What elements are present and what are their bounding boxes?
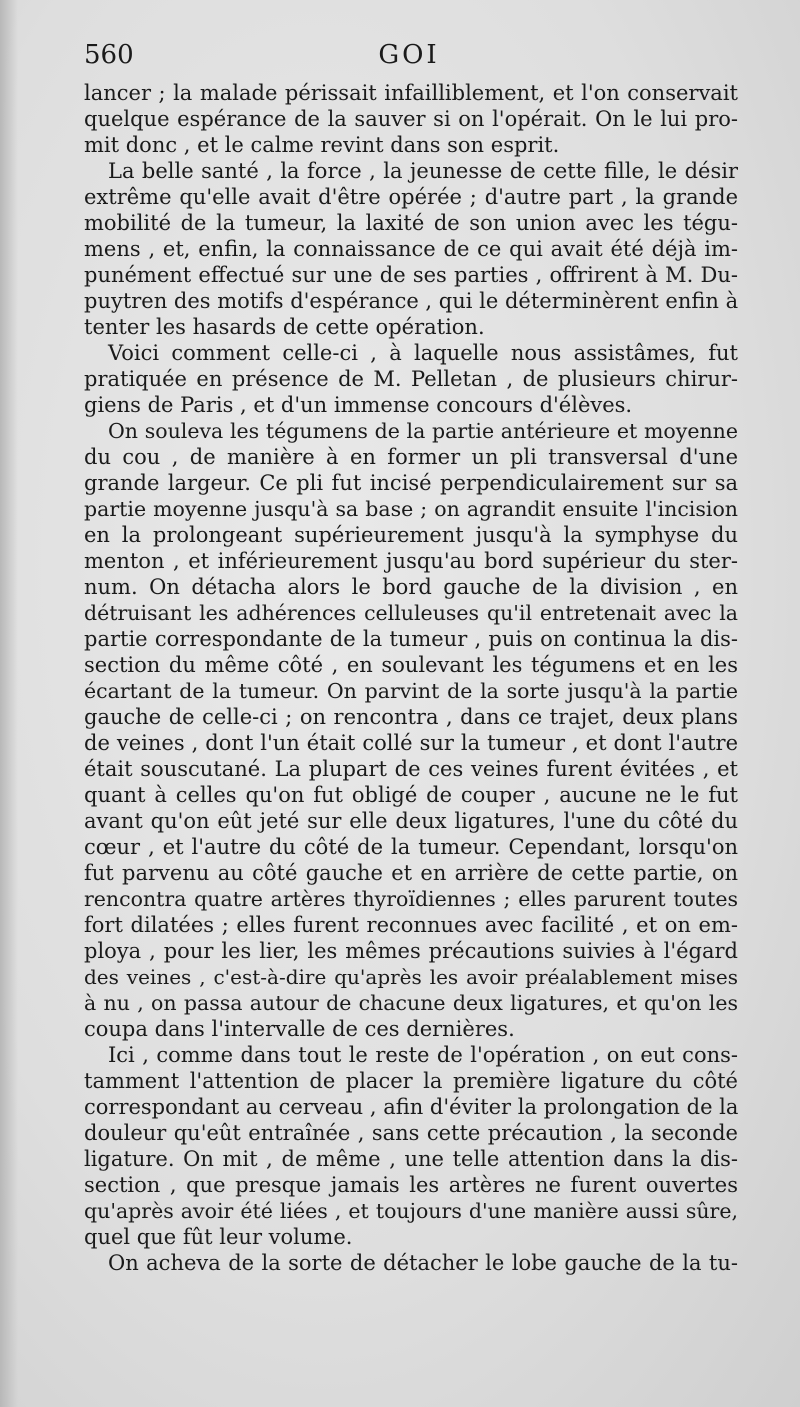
text-line: tamment l'attention de placer la première ligature du côté — [84, 1069, 738, 1093]
text-line: fut parvenu au côté gauche et en arrière de cette partie, on — [84, 861, 738, 885]
text-line: ploya , pour les lier, les mêmes précautions suivies à l'égard — [84, 939, 738, 963]
text-line: des veines , c'est-à-dire qu'après les avoir préalablement mises — [84, 965, 738, 989]
text-line: cœur , et l'autre du côté de la tumeur. Cependant, lorsqu'on — [84, 835, 738, 859]
binding-shadow — [0, 0, 18, 1407]
text-line: rencontra quatre artères thyroïdiennes ; elles parurent toutes — [84, 887, 738, 911]
text-line: Voici comment celle-ci , à laquelle nous assistâmes, fut — [108, 341, 738, 365]
page-number: 560 — [84, 40, 134, 70]
text-line: lancer ; la malade périssait infailliblement, et l'on conservait — [84, 81, 738, 105]
text-line: douleur qu'eût entraînée , sans cette précaution , la seconde — [84, 1121, 738, 1145]
running-head: GOI — [378, 40, 440, 70]
text-line: mit donc , et le calme revint dans son esprit. — [84, 133, 560, 157]
text-line: avant qu'on eût jeté sur elle deux ligatures, l'une du côté du — [84, 809, 738, 833]
text-line: ligature. On mit , de même , une telle attention dans la dis- — [84, 1147, 738, 1171]
page-header — [84, 40, 734, 80]
text-line: On souleva les tégumens de la partie antérieure et moyenne — [108, 419, 738, 443]
text-line: La belle santé , la force , la jeunesse de cette fille, le désir — [108, 159, 738, 183]
text-line: extrême qu'elle avait d'être opérée ; d'autre part , la grande — [84, 185, 738, 209]
text-line: coupa dans l'intervalle de ces dernières. — [84, 1017, 515, 1041]
text-line: partie moyenne jusqu'à sa base ; on agrandit ensuite l'incision — [84, 497, 738, 521]
text-line: de veines , dont l'un était collé sur la tumeur , et dont l'autre — [84, 731, 738, 755]
text-line: num. On détacha alors le bord gauche de la division , en — [84, 575, 738, 599]
text-line: gauche de celle-ci ; on rencontra , dans ce trajet, deux plans — [84, 705, 738, 729]
text-line: en la prolongeant supérieurement jusqu'à la symphyse du — [84, 523, 738, 547]
text-line: quel que fût leur volume. — [84, 1225, 353, 1249]
text-line: partie correspondante de la tumeur , puis on continua la dis- — [84, 627, 738, 651]
text-line: mobilité de la tumeur, la laxité de son union avec les tégu- — [84, 211, 738, 235]
text-line: écartant de la tumeur. On parvint de la sorte jusqu'à la partie — [84, 679, 738, 703]
text-line: était souscutané. La plupart de ces veines furent évitées , et — [84, 757, 738, 781]
text-line: à nu , on passa autour de chacune deux ligatures, et qu'on les — [84, 991, 738, 1015]
text-line: quelque espérance de la sauver si on l'opérait. On le lui pro- — [84, 107, 738, 131]
text-line: du cou , de manière à en former un pli transversal d'une — [84, 445, 738, 469]
text-line: puytren des motifs d'espérance , qui le déterminèrent enfin à — [84, 289, 738, 313]
text-line: grande largeur. Ce pli fut incisé perpendiculairement sur sa — [84, 471, 738, 495]
text-line: punément effectué sur une de ses parties , offrirent à M. Du- — [84, 263, 738, 287]
text-line: qu'après avoir été liées , et toujours d'une manière aussi sûre, — [84, 1199, 738, 1223]
text-line: mens , et, enfin, la connaissance de ce qui avait été déjà im- — [84, 237, 738, 261]
text-line: On acheva de la sorte de détacher le lobe gauche de la tu- — [108, 1251, 738, 1275]
text-line: section du même côté , en soulevant les tégumens et en les — [84, 653, 738, 677]
body-text — [84, 80, 738, 1276]
text-line: quant à celles qu'on fut obligé de couper , aucune ne le fut — [84, 783, 738, 807]
text-line: section , que presque jamais les artères ne furent ouvertes — [84, 1173, 738, 1197]
text-line: Ici , comme dans tout le reste de l'opération , on eut cons- — [108, 1043, 738, 1067]
text-line: menton , et inférieurement jusqu'au bord supérieur du ster- — [84, 549, 738, 573]
text-line: fort dilatées ; elles furent reconnues avec facilité , et on em- — [84, 913, 738, 937]
text-line: correspondant au cerveau , afin d'éviter la prolongation de la — [84, 1095, 738, 1119]
text-line: détruisant les adhérences celluleuses qu'il entretenait avec la — [84, 601, 738, 625]
text-line: pratiquée en présence de M. Pelletan , de plusieurs chirur- — [84, 367, 738, 391]
text-line: giens de Paris , et d'un immense concours d'élèves. — [84, 393, 633, 417]
text-line: tenter les hasards de cette opération. — [84, 315, 485, 339]
